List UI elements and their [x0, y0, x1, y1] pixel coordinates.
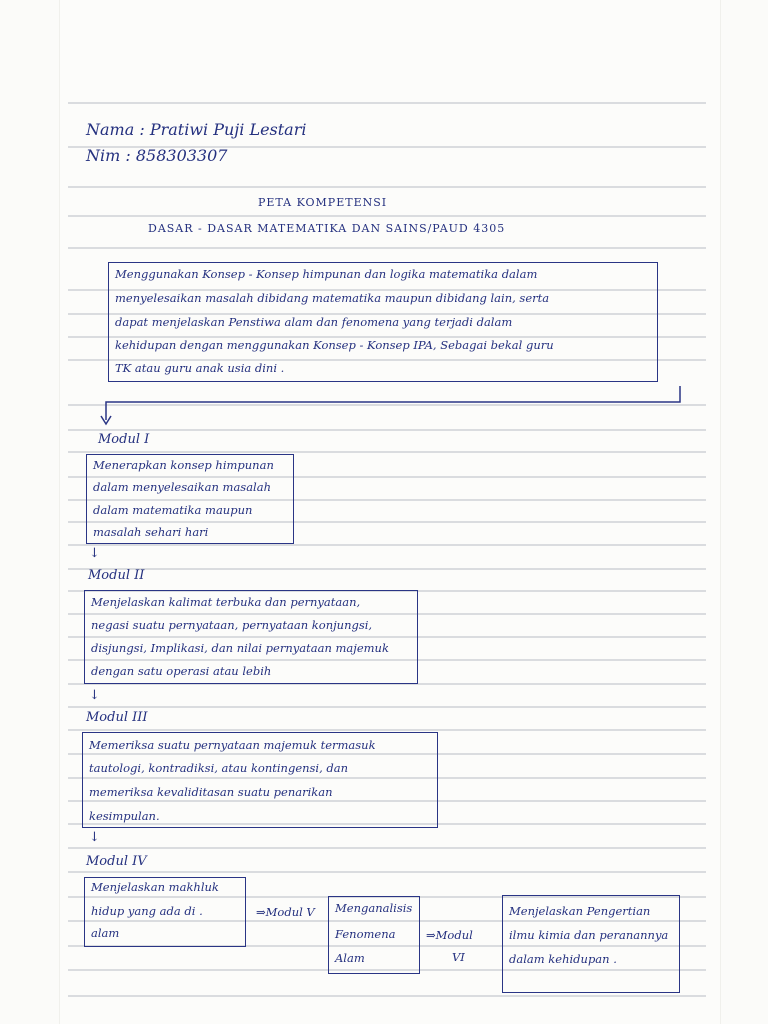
module-3-line-4: kesimpulan.	[89, 809, 160, 823]
module-3-line-3: memeriksa kevaliditasan suatu penarikan	[89, 785, 333, 799]
module-3-line-2: tautologi, kontradiksi, atau kontingensi, dan	[89, 761, 349, 775]
main-line-5: TK atau guru anak usia dini .	[115, 361, 285, 375]
subject-title: DASAR - DASAR MATEMATIKA DAN SAINS/PAUD 4305	[148, 222, 506, 235]
module-2-line-3: disjungsi, Implikasi, dan nilai pernyataan majemuk	[91, 641, 389, 655]
module-6-line-3: dalam kehidupan .	[509, 952, 617, 966]
module-1-label: Modul I	[98, 432, 150, 447]
module-5-line-2: Fenomena	[335, 927, 396, 941]
module-1-line-1: Menerapkan konsep himpunan	[93, 458, 274, 472]
module-3-label: Modul III	[86, 710, 148, 725]
main-line-1: Menggunakan Konsep - Konsep himpunan dan logika matematika dalam	[115, 267, 538, 281]
main-line-3: dapat menjelaskan Penstiwa alam dan fenomena yang terjadi dalam	[115, 315, 513, 329]
student-nim: Nim : 858303307	[86, 146, 228, 165]
module-3-box	[82, 732, 438, 828]
module-6-number: VI	[452, 950, 465, 964]
module-5-line-1: Menganalisis	[335, 901, 413, 915]
module-4-box	[84, 877, 246, 947]
module-1-line-2: dalam menyelesaikan masalah	[93, 480, 271, 494]
module-6-box	[502, 895, 680, 993]
arrow-to-module-5: ⇒Modul V	[256, 905, 315, 919]
module-5-box	[328, 896, 420, 974]
module-2-line-4: dengan satu operasi atau lebih	[91, 664, 272, 678]
main-competency-box	[108, 262, 658, 382]
module-1-line-4: masalah sehari hari	[93, 525, 209, 539]
module-4-line-2: hidup yang ada di .	[91, 904, 203, 918]
module-5-line-3: Alam	[335, 951, 365, 965]
page-title: PETA KOMPETENSI	[258, 196, 388, 209]
main-line-4: kehidupan dengan menggunakan Konsep - Konsep IPA, Sebagai bekal guru	[115, 338, 554, 352]
module-4-label: Modul IV	[86, 854, 147, 869]
module-6-line-2: ilmu kimia dan peranannya	[509, 928, 669, 942]
down-arrow-icon: ↓	[89, 830, 100, 845]
main-line-2: menyelesaikan masalah dibidang matematika maupun dibidang lain, serta	[115, 291, 550, 305]
module-4-line-3: alam	[91, 926, 120, 940]
module-3-line-1: Memeriksa suatu pernyataan majemuk termasuk	[89, 738, 376, 752]
down-arrow-icon: ↓	[89, 688, 100, 703]
module-1-box	[86, 454, 294, 544]
module-2-line-1: Menjelaskan kalimat terbuka dan pernyataan,	[91, 595, 361, 609]
down-arrow-icon: ↓	[89, 546, 100, 561]
module-2-label: Modul II	[88, 568, 145, 583]
module-2-line-2: negasi suatu pernyataan, pernyataan konjungsi,	[91, 618, 373, 632]
arrow-to-module-6: ⇒Modul	[426, 928, 473, 942]
module-6-line-1: Menjelaskan Pengertian	[509, 904, 651, 918]
module-1-line-3: dalam matematika maupun	[93, 503, 253, 517]
module-4-line-1: Menjelaskan makhluk	[91, 880, 219, 894]
student-name: Nama : Pratiwi Puji Lestari	[86, 120, 307, 139]
module-2-box	[84, 590, 418, 684]
